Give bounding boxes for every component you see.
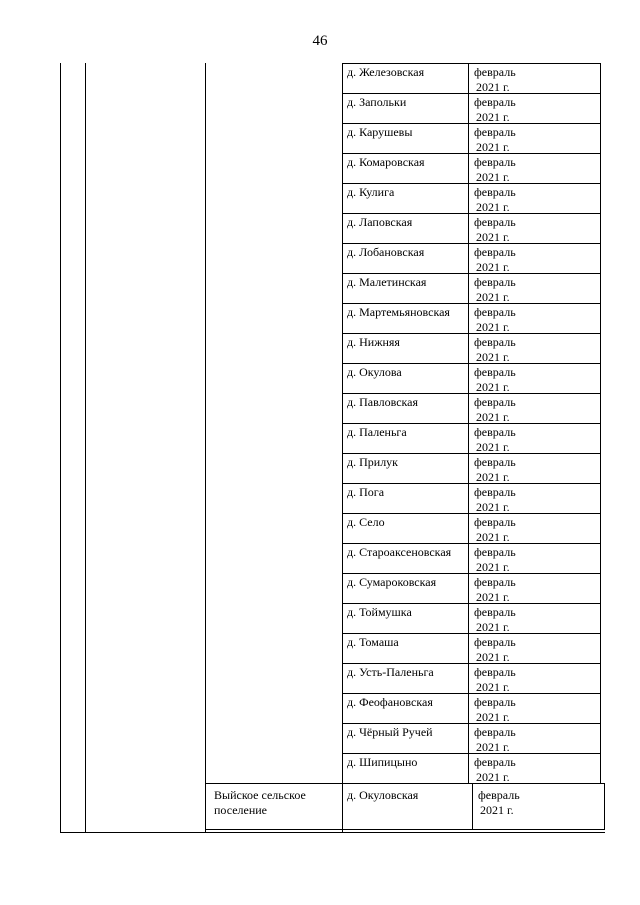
schedule-year: 2021 г.	[476, 500, 510, 514]
row-separator	[342, 363, 600, 364]
row-separator	[342, 153, 600, 154]
village-name: д. Прилук	[347, 455, 399, 469]
schedule-date	[474, 485, 516, 515]
schedule-year: 2021 г.	[476, 710, 510, 724]
village-name: д. Лобановская	[347, 245, 425, 259]
schedule-month: февраль	[474, 215, 516, 229]
village-name: д. Томаша	[347, 635, 399, 649]
schedule-month: февраль	[474, 575, 516, 589]
schedule-date	[474, 635, 516, 665]
row-separator	[342, 453, 600, 454]
village-name: д. Павловская	[347, 395, 419, 409]
table-vline	[604, 783, 605, 830]
row-separator	[342, 93, 600, 94]
row-separator	[342, 123, 600, 124]
schedule-year: 2021 г.	[476, 440, 510, 454]
row-separator	[342, 513, 600, 514]
schedule-month: февраль	[474, 425, 516, 439]
schedule-date	[474, 125, 516, 155]
schedule-date	[474, 575, 516, 605]
schedule-date	[474, 605, 516, 635]
schedule-year: 2021 г.	[476, 560, 510, 574]
row-separator	[342, 423, 600, 424]
schedule-month: февраль	[474, 395, 516, 409]
village-name: д. Запольки	[347, 95, 407, 109]
schedule-month: февраль	[474, 545, 516, 559]
schedule-date	[474, 65, 516, 95]
schedule-month: февраль	[474, 485, 516, 499]
schedule-year: 2021 г.	[476, 200, 510, 214]
schedule-month: февраль	[474, 155, 516, 169]
village-name: д. Чёрный Ручей	[347, 725, 433, 739]
village-name: д. Паленьга	[347, 425, 407, 439]
schedule-date	[474, 245, 516, 275]
table-vline	[85, 63, 86, 832]
row-separator	[342, 213, 600, 214]
village-name: д. Усть-Паленьга	[347, 665, 434, 679]
settlement-name: Выйское сельское поселение	[214, 788, 306, 817]
schedule-year: 2021 г.	[476, 740, 510, 754]
table-vline	[342, 63, 343, 832]
row-separator	[342, 633, 600, 634]
table-vline	[472, 783, 473, 830]
schedule-date	[474, 335, 516, 365]
page-number: 46	[312, 33, 328, 49]
schedule-date	[474, 725, 516, 755]
schedule-year: 2021 г.	[476, 620, 510, 634]
village-name: д. Окуловская	[347, 788, 419, 802]
village-name: д. Староаксеновская	[347, 545, 452, 559]
schedule-month: февраль	[474, 65, 516, 79]
row-separator	[342, 663, 600, 664]
schedule-month: февраль	[474, 275, 516, 289]
village-name: д. Нижняя	[347, 335, 400, 349]
schedule-year: 2021 г.	[476, 230, 510, 244]
schedule-year: 2021 г.	[476, 260, 510, 274]
schedule-date	[474, 215, 516, 245]
row-separator	[342, 603, 600, 604]
schedule-date	[474, 155, 516, 185]
village-name: д. Малетинская	[347, 275, 427, 289]
schedule-month: февраль	[474, 725, 516, 739]
table-inner-bottom-border	[206, 829, 604, 830]
village-name: д. Карушевы	[347, 125, 413, 139]
village-name: д. Тоймушка	[347, 605, 412, 619]
schedule-month: февраль	[474, 335, 516, 349]
table-hline	[342, 63, 600, 64]
schedule-year: 2021 г.	[476, 320, 510, 334]
schedule-date	[474, 305, 516, 335]
schedule-month: февраль	[474, 185, 516, 199]
schedule-year: 2021 г.	[476, 770, 510, 784]
schedule-date	[474, 95, 516, 125]
schedule-month: февраль	[474, 515, 516, 529]
schedule-date	[474, 185, 516, 215]
schedule-month: февраль	[474, 605, 516, 619]
schedule-year: 2021 г.	[476, 80, 510, 94]
schedule-date	[474, 275, 516, 305]
schedule-month: февраль	[478, 788, 520, 802]
schedule-month: февраль	[474, 755, 516, 769]
schedule-month: февраль	[474, 635, 516, 649]
row-separator	[342, 753, 600, 754]
village-name: д. Лаповская	[347, 215, 413, 229]
row-separator	[342, 333, 600, 334]
village-name: д. Железовская	[347, 65, 425, 79]
schedule-year: 2021 г.	[476, 530, 510, 544]
village-name: д. Феофановская	[347, 695, 433, 709]
row-separator	[342, 393, 600, 394]
row-separator	[342, 243, 600, 244]
village-name: д. Окулова	[347, 365, 402, 379]
village-name: д. Комаровская	[347, 155, 425, 169]
row-separator	[342, 303, 600, 304]
village-name: д. Шипицыно	[347, 755, 418, 769]
village-name: д. Мартемьяновская	[347, 305, 450, 319]
schedule-year: 2021 г.	[476, 170, 510, 184]
schedule-date	[474, 755, 516, 785]
schedule-date	[474, 665, 516, 695]
village-name: д. Пога	[347, 485, 385, 499]
village-name: д. Сумароковская	[347, 575, 437, 589]
schedule-year: 2021 г.	[476, 680, 510, 694]
schedule-month: февраль	[474, 455, 516, 469]
schedule-month: февраль	[474, 245, 516, 259]
schedule-year: 2021 г.	[476, 410, 510, 424]
row-separator	[342, 273, 600, 274]
table-vline	[60, 63, 61, 832]
schedule-month: февраль	[474, 695, 516, 709]
row-separator	[342, 573, 600, 574]
schedule-year: 2021 г.	[476, 380, 510, 394]
table-vline	[205, 63, 206, 832]
schedule-date	[474, 515, 516, 545]
schedule-year: 2021 г.	[476, 290, 510, 304]
schedule-date	[474, 425, 516, 455]
schedule-year: 2021 г.	[476, 140, 510, 154]
schedule-date	[474, 545, 516, 575]
schedule-year: 2021 г.	[480, 803, 514, 817]
schedule-year: 2021 г.	[476, 350, 510, 364]
row-separator	[342, 723, 600, 724]
schedule-date	[478, 788, 520, 818]
schedule-year: 2021 г.	[476, 470, 510, 484]
schedule-month: февраль	[474, 305, 516, 319]
schedule-month: февраль	[474, 665, 516, 679]
row-separator	[342, 693, 600, 694]
schedule-date	[474, 395, 516, 425]
village-name: д. Кулига	[347, 185, 395, 199]
schedule-year: 2021 г.	[476, 650, 510, 664]
row-separator	[342, 183, 600, 184]
schedule-year: 2021 г.	[476, 110, 510, 124]
row-separator	[342, 543, 600, 544]
schedule-month: февраль	[474, 125, 516, 139]
table-bottom-border	[60, 832, 605, 833]
schedule-month: февраль	[474, 95, 516, 109]
schedule-year: 2021 г.	[476, 590, 510, 604]
table-vline	[600, 63, 601, 783]
settlement-separator	[205, 783, 605, 784]
row-separator	[342, 483, 600, 484]
schedule-date	[474, 695, 516, 725]
schedule-date	[474, 455, 516, 485]
schedule-date	[474, 365, 516, 395]
schedule-month: февраль	[474, 365, 516, 379]
village-name: д. Село	[347, 515, 385, 529]
